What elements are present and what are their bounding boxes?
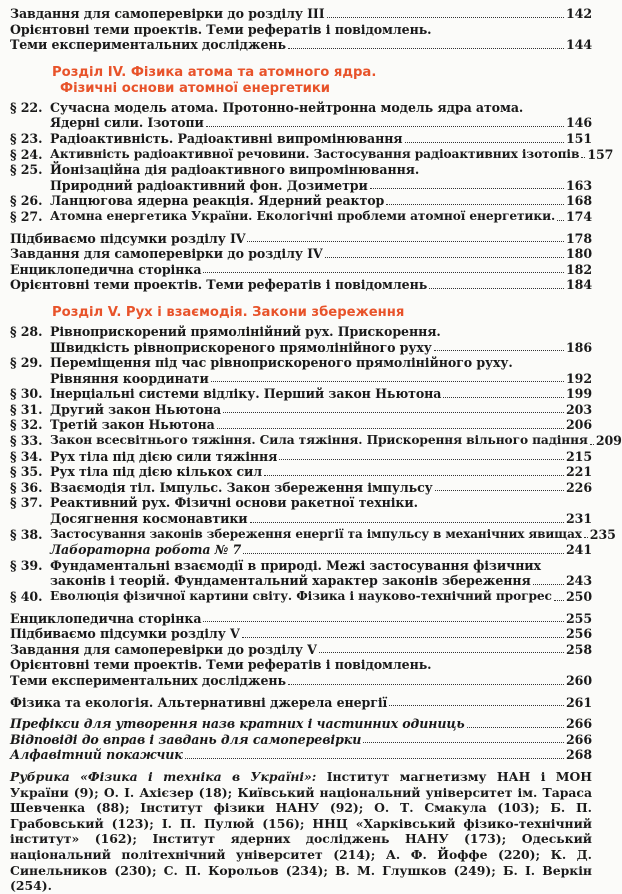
toc-entry[interactable]: Рівняння координати 192 <box>50 370 592 386</box>
toc-entry[interactable]: § 33. Закон всесвітнього тяжіння. Сила тяжіння. Прискорення вільного падіння 209 <box>10 433 622 449</box>
toc-entry[interactable]: Енциклопедична сторінка 182 <box>10 261 592 277</box>
section-heading: Розділ V. Рух і взаємодія. Закони збереження <box>52 304 405 320</box>
section-heading <box>10 65 592 97</box>
toc-entry[interactable]: Природний радіоактивний фон. Дозиметри 163 <box>50 177 592 193</box>
toc-entry[interactable]: § 23. Радіоактивність. Радіоактивні випромінювання 151 <box>10 130 592 146</box>
toc-entry[interactable]: Завдання для самоперевірки до розділу III 142 <box>10 6 592 21</box>
section-heading-line: Фізичні основи атомної енергетики <box>60 80 331 96</box>
rubric-paragraph <box>10 769 592 894</box>
toc-entry[interactable]: Префікси для утворення назв кратних і частинних одиниць 266 <box>10 716 592 732</box>
rubric-lead: Рубрика «Фізика і техніка в Україні»: <box>10 768 317 784</box>
toc-entry[interactable]: § 40. Еволюція фізичної картини світу. Фізика і науково-технічний прогрес 250 <box>10 589 592 604</box>
toc-entry[interactable]: § 27. Атомна енергетика України. Екологічні проблеми атомної енергетики. 174 <box>10 208 592 224</box>
toc-entry[interactable]: Орієнтовні теми проектів. Теми рефератів і повідомлень. <box>10 21 432 37</box>
section-heading-line: Розділ IV. Фізика атома та атомного ядра. <box>52 64 377 80</box>
toc-entry[interactable]: § 39. Фундаментальні взаємодії в природі. Межі застосування фізичних <box>10 557 541 573</box>
toc-entry[interactable]: Фізика та екологія. Альтернативні джерела енергії 261 <box>10 694 592 710</box>
toc-entry[interactable]: Відповіді до вправ і завдань для самоперевірки 266 <box>10 731 592 747</box>
toc-entry[interactable]: § 32. Третій закон Ньютона 206 <box>10 417 592 433</box>
toc-entry[interactable]: § 34. Рух тіла під дією сили тяжіння 215 <box>10 448 592 464</box>
toc-entry[interactable]: § 29. Переміщення під час рівноприскореного прямолінійного руху. <box>10 355 513 371</box>
toc-entry[interactable]: § 24. Активність радіоактивної речовини. Застосування радіоактивних ізотопів 157 <box>10 146 614 162</box>
toc-entry[interactable]: Теми експериментальних досліджень 144 <box>10 37 592 53</box>
toc-entry[interactable]: § 36. Взаємодія тіл. Імпульс. Закон збереження імпульсу 226 <box>10 479 592 495</box>
rubric-text: Інститут магнетизму НАН і МОН України (9); О. І. Ахієзер (18); Київський національний університет ім. Тараса Шевченка (88); Інститут фізики НАНУ (92); О. Т. Смакула (103); Б. П. Грабовський (123); І. П. Пулюй (156); ННЦ «Харківський фізико-технічний інститут» (162); Інститут ядерних досліджень НАНУ (173); Одеський національний політехнічний університет (214); А. Ф. Йоффе (220); К. Д. Синельников (230); С. П. Корольов (234); В. М. Глушков (249); Б. І. Веркін (254). <box>10 768 592 894</box>
toc-entry[interactable]: Швидкість рівноприскореного прямолінійного руху 186 <box>50 339 592 355</box>
toc-entry[interactable]: § 26. Ланцюгова ядерна реакція. Ядерний реактор 168 <box>10 193 592 209</box>
toc-entry[interactable]: § 38. Застосування законів збереження енергії та імпульсу в механічних явищах 235 <box>10 526 616 542</box>
toc-entry[interactable]: Теми експериментальних досліджень 260 <box>10 672 592 688</box>
toc-entry[interactable]: § 30. Інерціальні системи відліку. Перший закон Ньютона 199 <box>10 386 592 402</box>
toc-entry[interactable]: Алфавітний покажчик 268 <box>10 747 592 763</box>
toc-entry[interactable]: Досягнення космонавтики 231 <box>50 511 592 527</box>
toc-entry[interactable]: § 22. Сучасна модель атома. Протонно-нейтронна модель ядра атома. <box>10 99 524 115</box>
toc-entry[interactable]: Орієнтовні теми проектів. Теми рефератів і повідомлень 184 <box>10 277 592 293</box>
toc-entry[interactable]: Енциклопедична сторінка 255 <box>10 610 592 626</box>
toc-entry[interactable]: Завдання для самоперевірки до розділу IV 180 <box>10 246 592 262</box>
toc-entry[interactable]: Ядерні сили. Ізотопи 146 <box>50 115 592 131</box>
toc-entry[interactable]: Підбиваємо підсумки розділу V 256 <box>10 626 592 642</box>
toc-entry[interactable]: § 31. Другий закон Ньютона 203 <box>10 401 592 417</box>
toc-entry[interactable]: Завдання для самоперевірки до розділу V 258 <box>10 641 592 657</box>
toc-entry[interactable]: Орієнтовні теми проектів. Теми рефератів і повідомлень. <box>10 657 432 673</box>
toc-entry[interactable]: законів і теорій. Фундаментальний характер законів збереження 243 <box>50 573 592 589</box>
toc-entry[interactable]: § 28. Рівноприскорений прямолінійний рух. Прискорення. <box>10 323 441 339</box>
toc-entry[interactable]: § 35. Рух тіла під дією кількох сил 221 <box>10 464 592 480</box>
toc-entry[interactable]: Підбиваємо підсумки розділу IV 178 <box>10 230 592 246</box>
toc-entry[interactable]: Лабораторна робота № 7 241 <box>50 542 592 558</box>
toc-entry[interactable]: § 25. Йонізаційна дія радіоактивного випромінювання. <box>10 162 420 178</box>
toc-entry[interactable]: § 37. Реактивний рух. Фізичні основи ракетної техніки. <box>10 495 418 511</box>
